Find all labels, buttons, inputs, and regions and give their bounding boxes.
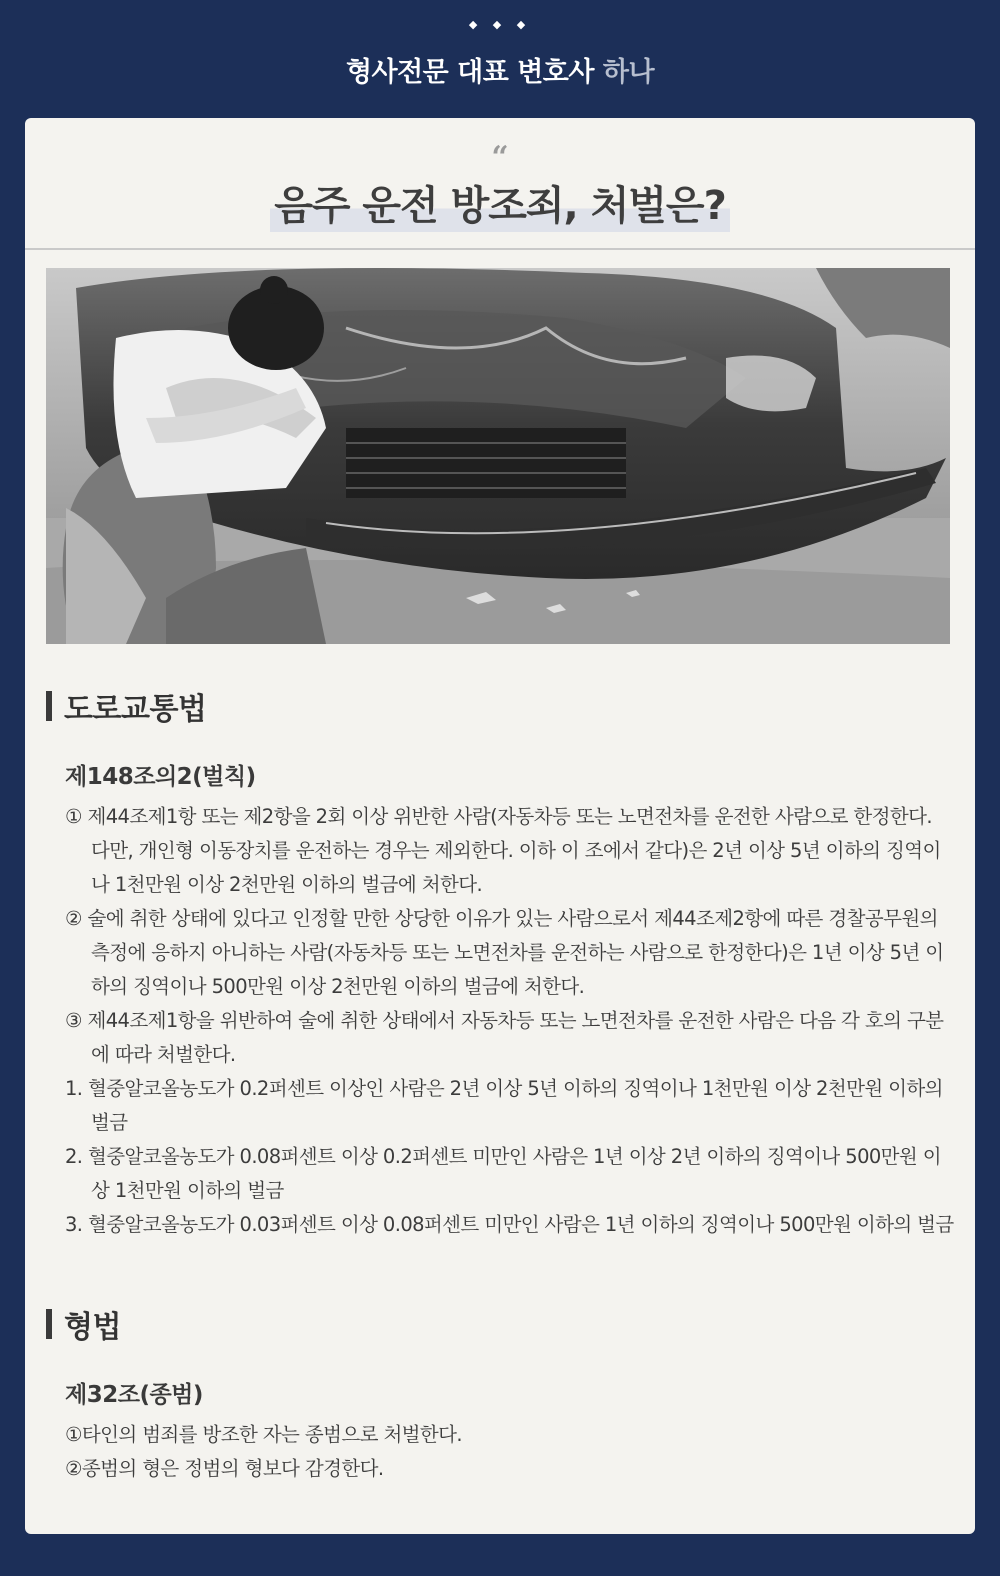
article-title: 제148조의2(벌칙) [65,764,256,790]
clause-item [65,1140,955,1208]
clause-marker: ① [65,805,82,828]
section-heading-road-traffic-act [46,686,206,726]
clause-item [65,800,955,902]
section-marker [46,1309,52,1339]
clause-text: 술에 취한 상태에 있다고 인정할 만한 상당한 이유가 있는 사람으로서 제44조제2항에 따른 경찰공무원의 측정에 응하지 아니하는 사람(자동차등 또는 노면전차를 운전하는 사람으로 한정한다)은 1년 이상 5년 이하의 징역이나 500만원 이상 2천만원 이하의 벌금에 처한다. [87,907,944,998]
accident-photo [46,268,950,644]
clause-list [65,800,955,1242]
header-title-main: 형사전문 대표 변호사 [345,57,594,88]
header-title [0,50,1000,89]
clause-text: 혈중알코올농도가 0.03퍼센트 이상 0.08퍼센트 미만인 사람은 1년 이하의 징역이나 500만원 이하의 벌금 [88,1213,954,1236]
clause-marker: ① [65,1423,82,1446]
clause-marker: ② [65,907,82,930]
clause-marker: 3. [65,1213,83,1236]
clause-text: 제44조제1항을 위반하여 술에 취한 상태에서 자동차등 또는 노면전차를 운전한 사람은 다음 각 호의 구분에 따라 처벌한다. [87,1009,944,1066]
clause-marker: 1. [65,1077,83,1100]
diamond-decoration-icon: ◆ ◆ ◆ [468,18,532,31]
clause-marker: 2. [65,1145,83,1168]
clause-text: 혈중알코올농도가 0.2퍼센트 이상인 사람은 2년 이상 5년 이하의 징역이나 1천만원 이상 2천만원 이하의 벌금 [88,1077,943,1134]
accident-photo-illustration [46,268,950,644]
clause-item [65,1452,955,1486]
title-divider [25,248,975,250]
header-title-name: 하나 [602,57,655,88]
section-marker [46,691,52,721]
clause-text: 타인의 범죄를 방조한 자는 종범으로 처벌한다. [81,1423,462,1446]
clause-item [65,902,955,1004]
clause-item [65,1072,955,1140]
clause-text: 제44조제1항 또는 제2항을 2회 이상 위반한 사람(자동차등 또는 노면전차를 운전한 사람으로 한정한다. 다만, 개인형 이동장치를 운전하는 경우는 제외한다. 이하 이 조에서 같다)은 2년 이상 5년 이하의 징역이나 1천만원 이상 2천만원 이하의 벌금에 처한다. [87,805,941,896]
clause-text: 종범의 형은 정범의 형보다 감경한다. [81,1457,384,1480]
clause-item [65,1004,955,1072]
clause-item [65,1208,955,1242]
section-heading-text: 형법 [64,1310,121,1345]
section-heading-criminal-act [46,1304,121,1344]
clause-marker: ③ [65,1009,82,1032]
main-title-wrap [25,180,975,232]
clause-marker: ② [65,1457,82,1480]
article-title: 제32조(종범) [65,1382,203,1408]
main-title: 음주 운전 방조죄, 처벌은? [270,180,730,232]
clause-list [65,1418,955,1486]
content-card [25,118,975,1534]
page-header [0,0,1000,118]
section-heading-text: 도로교통법 [64,692,207,727]
quote-icon: “ [491,140,509,175]
clause-item [65,1418,955,1452]
clause-text: 혈중알코올농도가 0.08퍼센트 이상 0.2퍼센트 미만인 사람은 1년 이상 2년 이하의 징역이나 500만원 이상 1천만원 이하의 벌금 [88,1145,941,1202]
